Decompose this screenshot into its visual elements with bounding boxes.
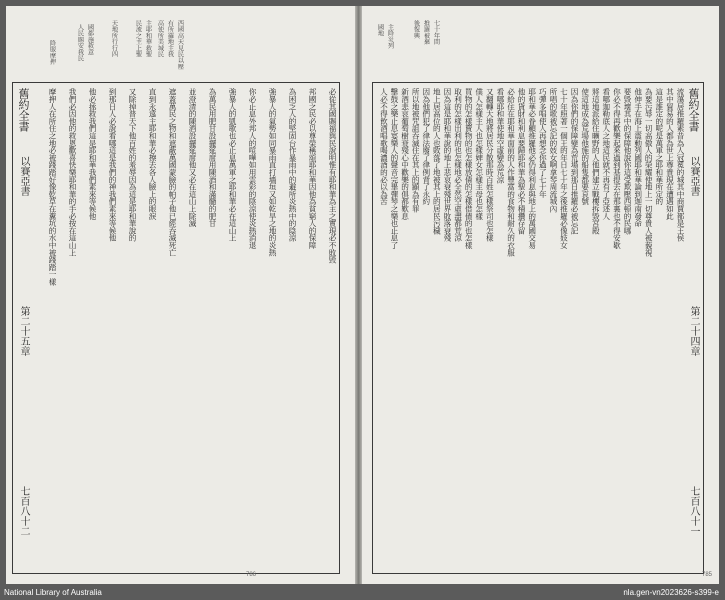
marginal-note: 七十年間 (432, 20, 440, 45)
text-column: 到那日人必說看哪這是我們的神我們素來等候他 (108, 88, 117, 242)
text-column: 又除掉普天下他百姓的羞辱因為這是耶和華說的 (128, 88, 137, 242)
right-page-number: 七百八十一 (688, 486, 699, 536)
text-column: 使這地成為荒場他施的船隻都要哀號 (580, 88, 590, 205)
footer-identifier: nla.gen-vn2023626-s399-e (623, 588, 719, 597)
marginal-note: 國地 (376, 24, 384, 37)
text-column: 流蕩居推羅素昔為人冠冕的城其中商賈都是王侯 (676, 88, 685, 242)
right-text-columns (374, 88, 684, 566)
text-column: 又翻轉大地將居民分散那時百姓怎樣祭司也怎樣 (485, 88, 495, 242)
text-column: 他伸手在海上震動列國耶和華論到迦南發命 (633, 88, 643, 227)
right-marginal-notes (362, 20, 482, 80)
left-text-columns (36, 88, 336, 566)
text-column: 其中貿易的人都為世上尊貴現在遭遇如此 (665, 88, 675, 220)
text-column: 要毀壞其中的保障他說你這受欺壓西頓的民哪 (623, 88, 633, 235)
marginal-note: 高使所美城民 (156, 20, 164, 58)
book-gutter (355, 6, 362, 584)
left-marginal-notes (26, 20, 186, 80)
marginal-note: 天地所行行四 (110, 20, 118, 58)
footer-institution: National Library of Australia (4, 588, 102, 597)
text-column: 你必止息外邦人的喧嘩如用雲彩的陰涼使炎熱消退 (248, 88, 257, 249)
text-column: 僕人怎樣主人也怎樣婢女怎樣主母也怎樣 (474, 88, 484, 220)
marginal-note: 主降災列 (386, 24, 394, 49)
text-column: 看哪迦勒底人之地這民就不再有了亞述人 (601, 88, 611, 220)
left-book-title: 舊約全書 (17, 88, 30, 132)
left-page-number: 七百八十二 (18, 486, 29, 536)
marginal-note: 國都施救意 (86, 24, 94, 55)
text-column: 地上居高位的人也敗落了地被其上的居民污穢 (432, 88, 442, 235)
marginal-note: 西國高天見民以壓 (176, 20, 184, 70)
marginal-note: 主耶和華救聖 (144, 20, 152, 58)
text-column: 所以地被咒詛吞滅住在其上的顯為有罪 (411, 88, 421, 213)
text-column: 我們必因他的救恩歡喜快樂耶和華的手必按在這山上 (68, 88, 77, 256)
text-column: 為要污辱一切高傲人的榮耀使地上一切尊貴人被藐視 (644, 88, 654, 256)
left-section-title: 以賽亞書 (18, 156, 29, 196)
text-column: 巧彈多唱使人再想念你過了七十年 (538, 88, 548, 198)
right-chapter: 第二十四章 (688, 306, 699, 356)
text-column: 所唱的歌被忘記的妓女啊拿琴周流城內 (548, 88, 558, 213)
text-column: 耶和華必眷顧推羅他必仍得利息與地上的萬國交易 (527, 88, 537, 249)
text-column: 直到永遠主耶和華必擦去各人臉上的眼淚 (148, 88, 157, 220)
text-column: 因為你們的保障變為荒場到那日推羅必被忘記 (570, 88, 580, 235)
text-column: 擊鼓之樂止息宴樂人的聲音完畢彈琴之樂也止息了 (389, 88, 399, 249)
text-column: 必給住在耶和華面前的人作豐富的食物和耐久的衣服 (506, 88, 516, 256)
text-column: 七十年照著一個王的年日七十年之後推羅必像妓女 (559, 88, 569, 249)
left-ref-mark: 786 (246, 572, 257, 578)
text-column: 遮蓋萬民之物和遮蔽萬國蒙臉的帕子他已經吞滅死亡 (168, 88, 177, 256)
left-chapter: 第二十五章 (18, 306, 29, 356)
text-column: 強暴人的氣勢如同暴雨直打墻垣又如乾旱之地的炎熱 (268, 88, 277, 256)
left-page (6, 6, 355, 584)
text-column: 你必不得再歡樂起來過到基提去在那裏也不得安歇 (612, 88, 622, 249)
text-column: 必從其國賜福與民說明惟有耶和華為主之實現必不敗毁 (328, 88, 337, 264)
text-column: 人必不得飲酒唱歌喝濃酒的必以為苦 (379, 88, 389, 205)
text-column: 因為他們犯了律法廢了律例背了永約 (421, 88, 431, 205)
right-ref-mark: 785 (702, 572, 713, 578)
text-column: 新酒悲哀葡萄樹衰殘心中歡樂的俱都歎息 (400, 88, 410, 220)
marginal-note: 人民賜安我民 (76, 24, 84, 62)
text-column: 買物的怎樣賣物的也怎樣放債的怎樣借債的也怎樣 (464, 88, 474, 249)
text-column: 摩押人在所住之地必被踐踏好像乾草在糞坑的水中被踐踏一樣 (48, 88, 57, 286)
right-page (362, 6, 719, 584)
text-column: 這是誰定的呢是萬軍之耶和華所定的 (654, 88, 664, 205)
text-column: 看哪耶和華使地空虛變為荒涼 (495, 88, 505, 183)
marginal-note: 降服摩押 (48, 40, 56, 65)
text-column: 他的貨財和利息要歸耶和華為聖必不積攢存留 (517, 88, 527, 235)
text-column: 取利的怎樣出利的也怎樣地必全然空虛盡都荒涼 (453, 88, 463, 242)
marginal-note: 有所羅地主我 (166, 20, 174, 58)
right-book-title: 舊約全書 (687, 88, 700, 132)
right-section-title: 以賽亞書 (688, 156, 699, 196)
text-column: 為萬民用肥甘設擺筵席用陳酒和滿髓的肥甘 (208, 88, 217, 227)
footer-bar (0, 584, 725, 600)
marginal-note: 後復興 (412, 20, 420, 39)
text-column: 他必拯救我們這是耶和華我們素來等候他 (88, 88, 97, 220)
text-column: 邦國之民必以尊榮稱頌耶和華因他為貧窮人的保障 (308, 88, 317, 249)
text-column: 為困乏人的堅固台作暴雨中的避所炎熱中的陰涼 (288, 88, 297, 242)
marginal-note: 推羅被棄 (422, 20, 430, 45)
text-column: 將這地派給住曠野的人他們建立戰樓拆毀宮殿 (591, 88, 601, 235)
text-column: 因為這是耶和華說的地上悲哀衰殘世界敗落衰殘 (442, 88, 452, 242)
text-column: 並澄清的陳酒設擺筵席他又必在這山上除滅 (188, 88, 197, 227)
text-column: 強暴人的凱歌也必止息萬軍之耶和華必在這山上 (228, 88, 237, 242)
marginal-note: 民流之主上聖 (134, 20, 142, 58)
